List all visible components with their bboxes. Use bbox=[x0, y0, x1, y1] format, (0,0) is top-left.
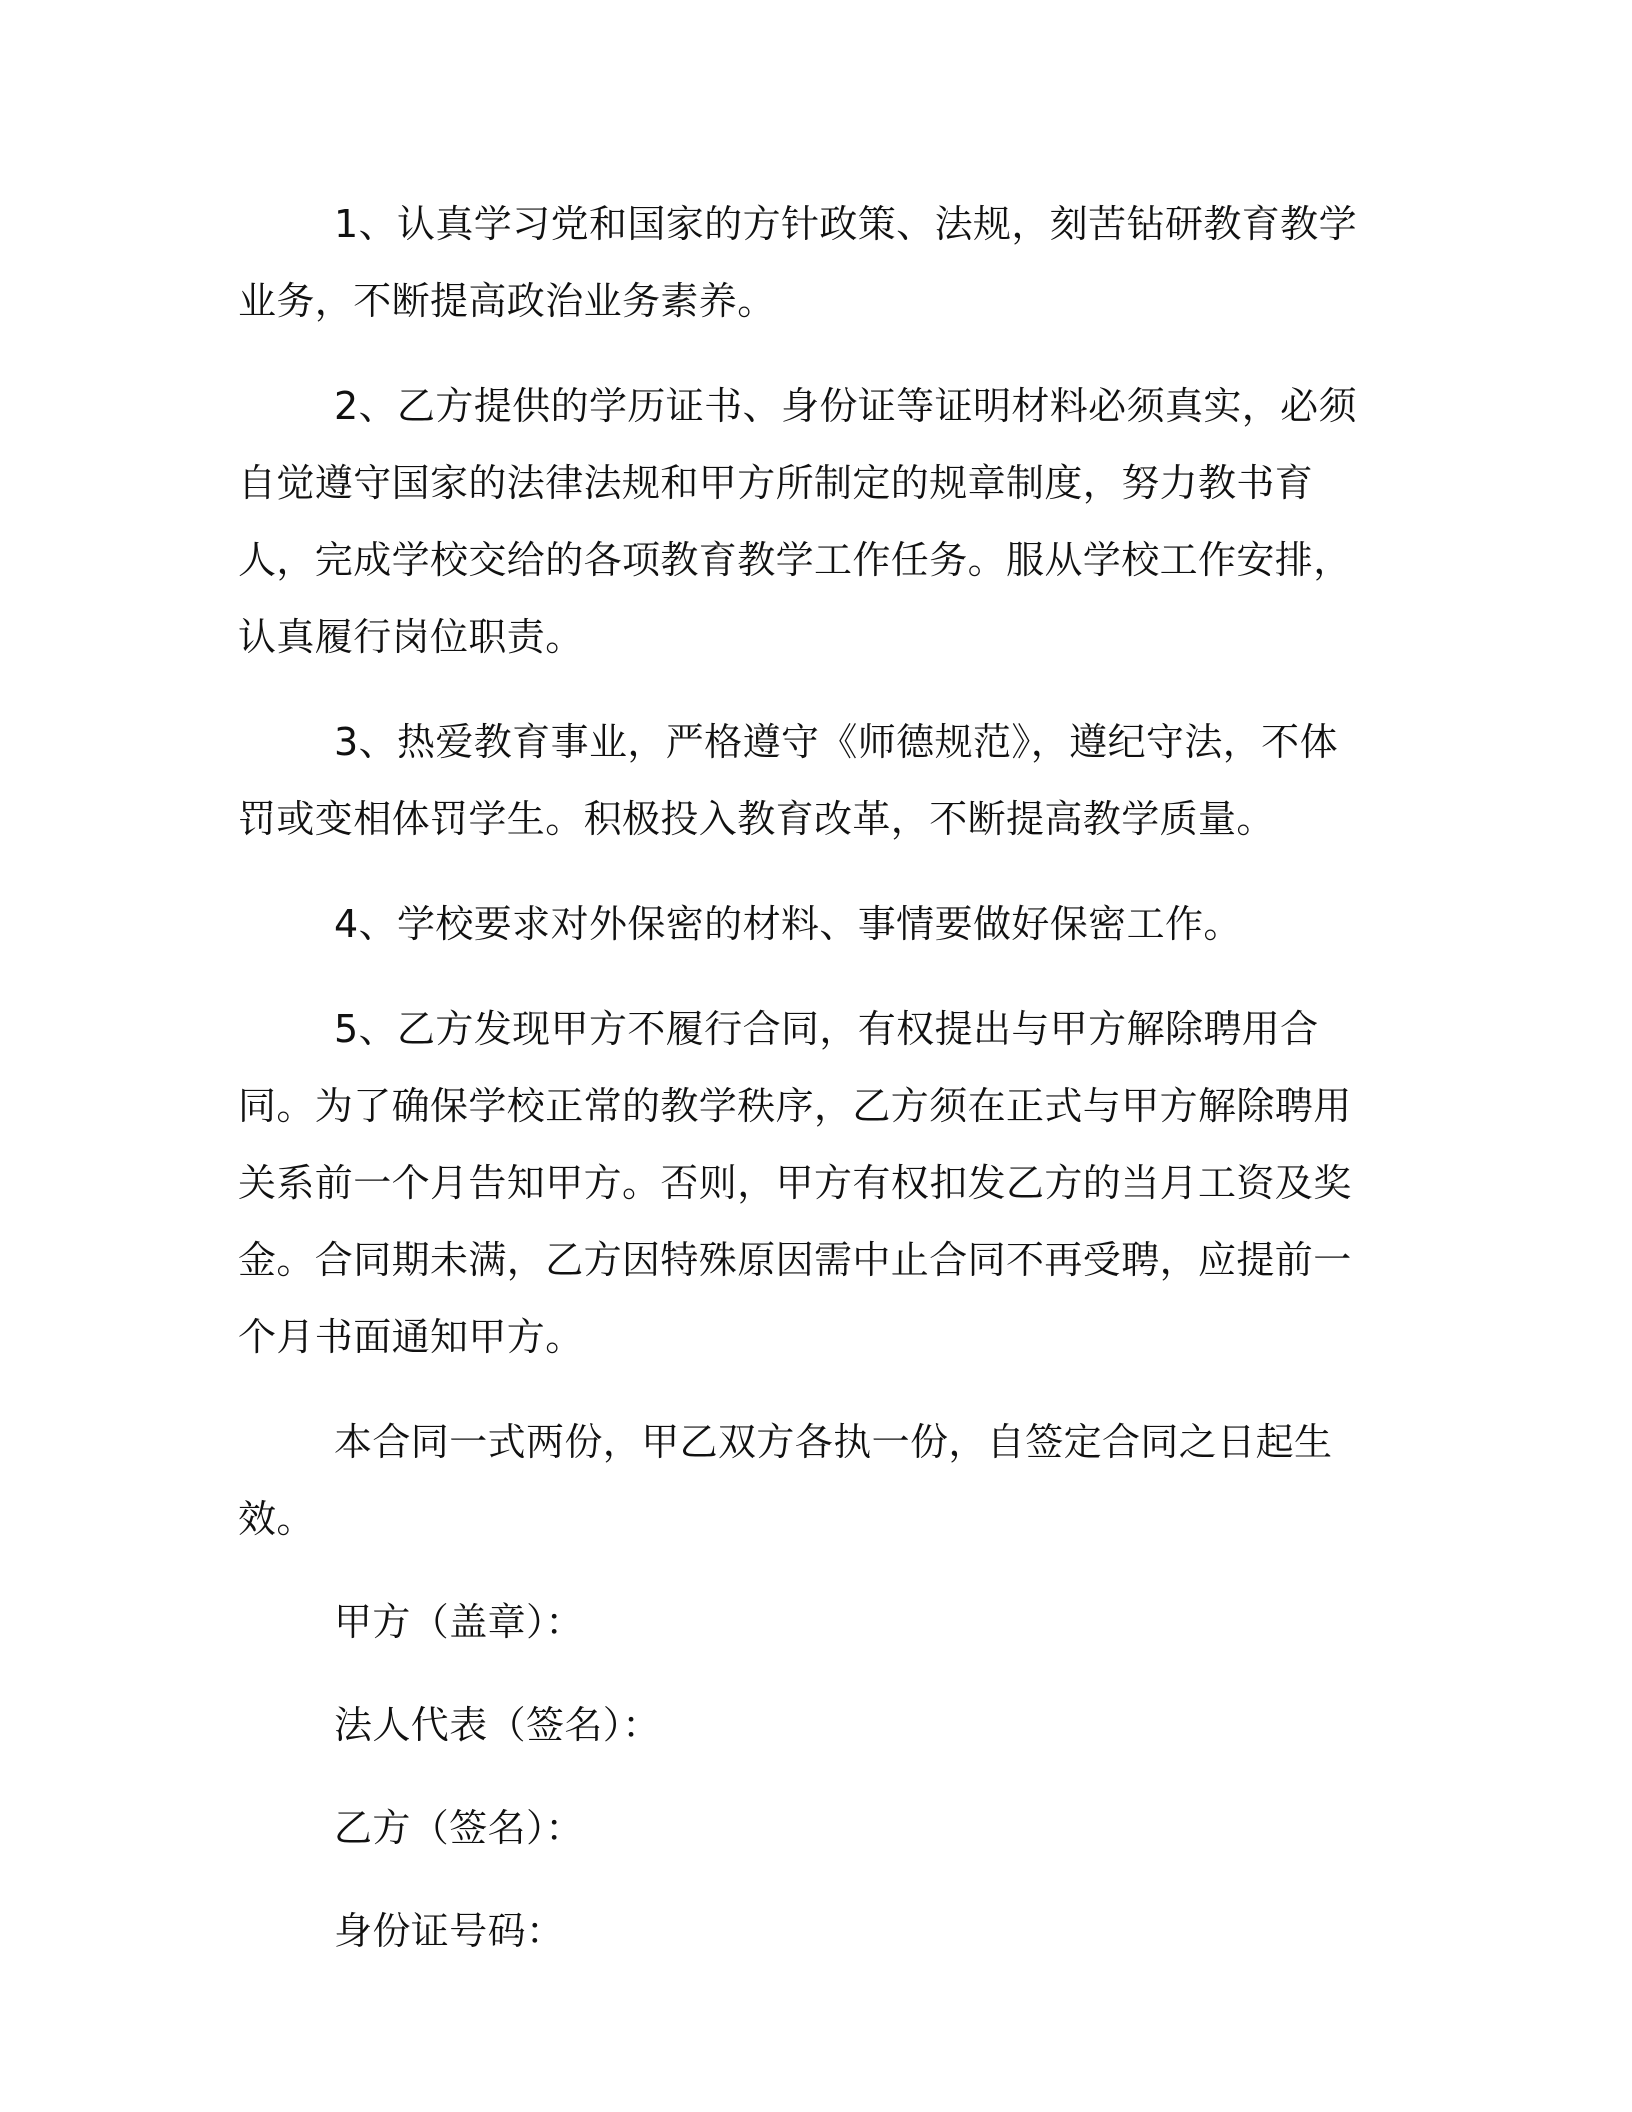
party-a-seal-label: 甲方（盖章）： bbox=[334, 1600, 584, 1644]
id-number-label: 身份证号码： bbox=[334, 1909, 565, 1953]
clause-5: 5、乙方发现甲方不履行合同，有权提出与甲方解除聘用合同。为了确保学校正常的教学秩序，乙方须在正式与甲方解除聘用关系前一个月告知甲方。否则，甲方有权扣发乙方的当月工资及奖金。合同期未满，乙方因特殊原因需中止合同不再受聘，应提前一个月书面通知甲方。 bbox=[238, 1007, 1352, 1359]
party-b-signature-label: 乙方（签名）： bbox=[334, 1806, 584, 1850]
clause-3: 3、热爱教育事业，严格遵守《师德规范》，遵纪守法，不体罚或变相体罚学生。积极投入教育改革，不断提高教学质量。 bbox=[238, 720, 1338, 841]
document-body bbox=[238, 186, 1358, 1970]
clause-2: 2、乙方提供的学历证书、身份证等证明材料必须真实，必须自觉遵守国家的法律法规和甲方所制定的规章制度，努力教书育人，完成学校交给的各项教育教学工作任务。服从学校工作安排，认真履行岗位职责。 bbox=[238, 384, 1357, 659]
closing-statement: 本合同一式两份，甲乙双方各执一份，自签定合同之日起生效。 bbox=[238, 1420, 1333, 1541]
clause-1: 1、认真学习党和国家的方针政策、法规，刻苦钻研教育教学业务，不断提高政治业务素养。 bbox=[238, 202, 1357, 323]
clause-4: 4、学校要求对外保密的材料、事情要做好保密工作。 bbox=[334, 902, 1242, 946]
legal-rep-signature-label: 法人代表（签名）： bbox=[334, 1703, 661, 1747]
